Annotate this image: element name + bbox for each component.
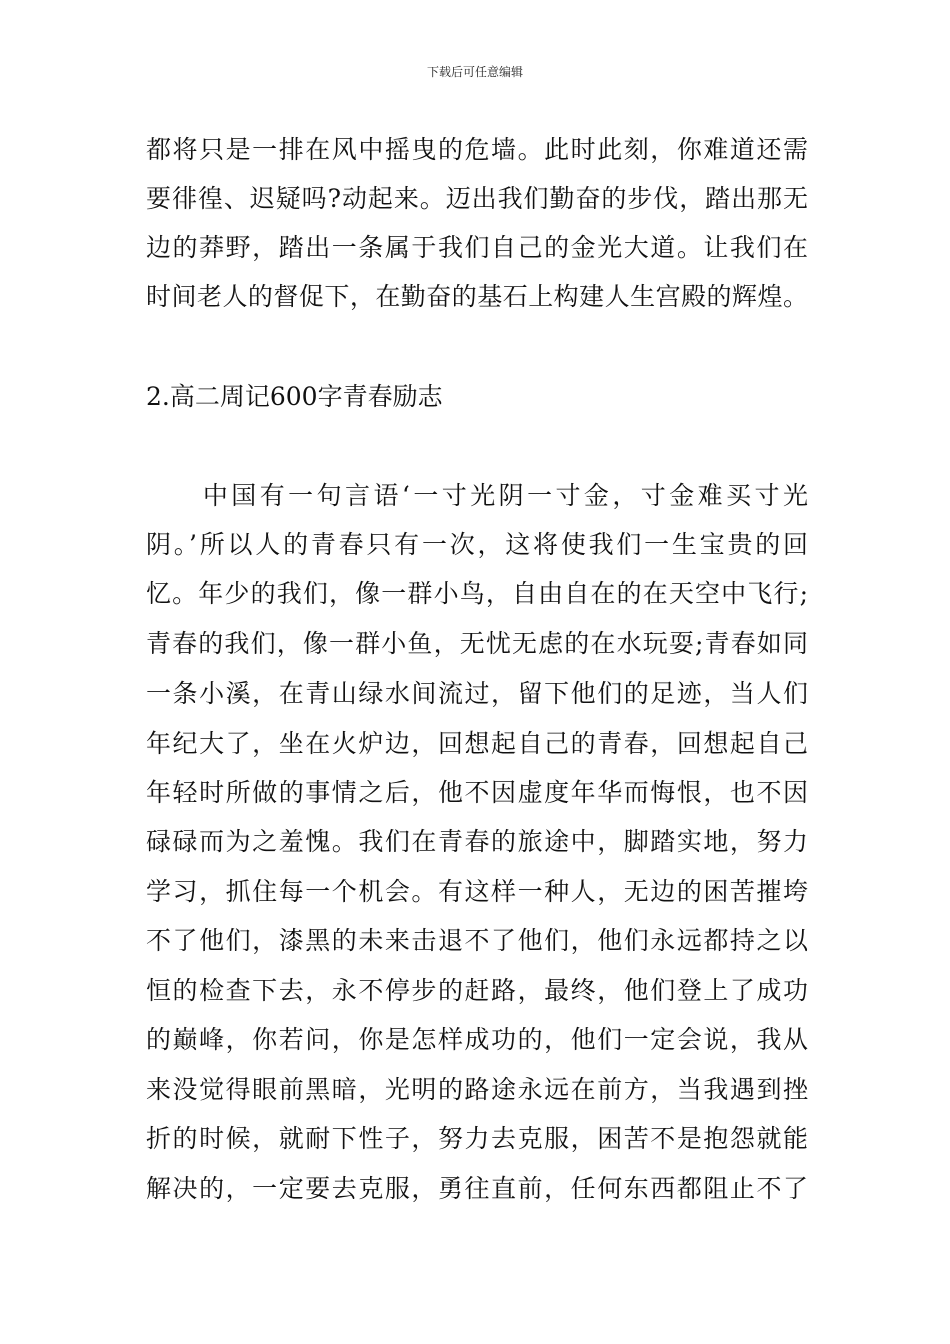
- section-heading: 2.高二周记600字青春励志: [146, 382, 443, 411]
- paragraph-line: 青春的我们，像一群小鱼，无忧无虑的在水玩耍;青春如同: [146, 629, 808, 658]
- paragraph-line: 解决的，一定要去克服，勇往直前，任何东西都阻止不了: [146, 1174, 808, 1203]
- paragraph-line: 碌碌而为之羞愧。我们在青春的旅途中，脚踏实地，努力: [146, 827, 808, 856]
- paragraph-line: 年轻时所做的事情之后，他不因虚度年华而悔恨，也不因: [146, 778, 808, 807]
- paragraph-line: 忆。年少的我们，像一群小鸟，自由自在的在天空中飞行;: [146, 579, 808, 608]
- paragraph-line: 时间老人的督促下，在勤奋的基石上构建人生宫殿的辉煌。: [146, 282, 808, 311]
- paragraph-line: 边的莽野，踏出一条属于我们自己的金光大道。让我们在: [146, 233, 808, 262]
- paragraph-line: 一条小溪，在青山绿水间流过，留下他们的足迹，当人们: [146, 679, 808, 708]
- paragraph-line: 来没觉得眼前黑暗，光明的路途永远在前方，当我遇到挫: [146, 1075, 808, 1104]
- paragraph-line: 的巅峰，你若问，你是怎样成功的，他们一定会说，我从: [146, 1025, 808, 1054]
- paragraph-line: 恒的检查下去，永不停步的赶路，最终，他们登上了成功: [146, 976, 808, 1005]
- paragraph-line: 折的时候，就耐下性子，努力去克服，困苦不是抱怨就能: [146, 1124, 808, 1153]
- paragraph-line: 中国有一句言语‘一寸光阴一寸金，寸金难买寸光: [146, 481, 808, 510]
- paragraph-line: 阴。’所以人的青春只有一次，这将使我们一生宝贵的回: [146, 530, 808, 559]
- paragraph-line: 学习，抓住每一个机会。有这样一种人，无边的困苦摧垮: [146, 877, 808, 906]
- paragraph-line: 要徘徨、迟疑吗?动起来。迈出我们勤奋的步伐，踏出那无: [146, 184, 808, 213]
- page-header: 下载后可任意编辑: [426, 65, 523, 79]
- paragraph-line: 年纪大了，坐在火炉边，回想起自己的青春，回想起自己: [146, 729, 808, 758]
- paragraph-line: 不了他们，漆黑的未来击退不了他们，他们永远都持之以: [146, 926, 808, 955]
- paragraph-line: 都将只是一排在风中摇曳的危墙。此时此刻，你难道还需: [146, 135, 808, 164]
